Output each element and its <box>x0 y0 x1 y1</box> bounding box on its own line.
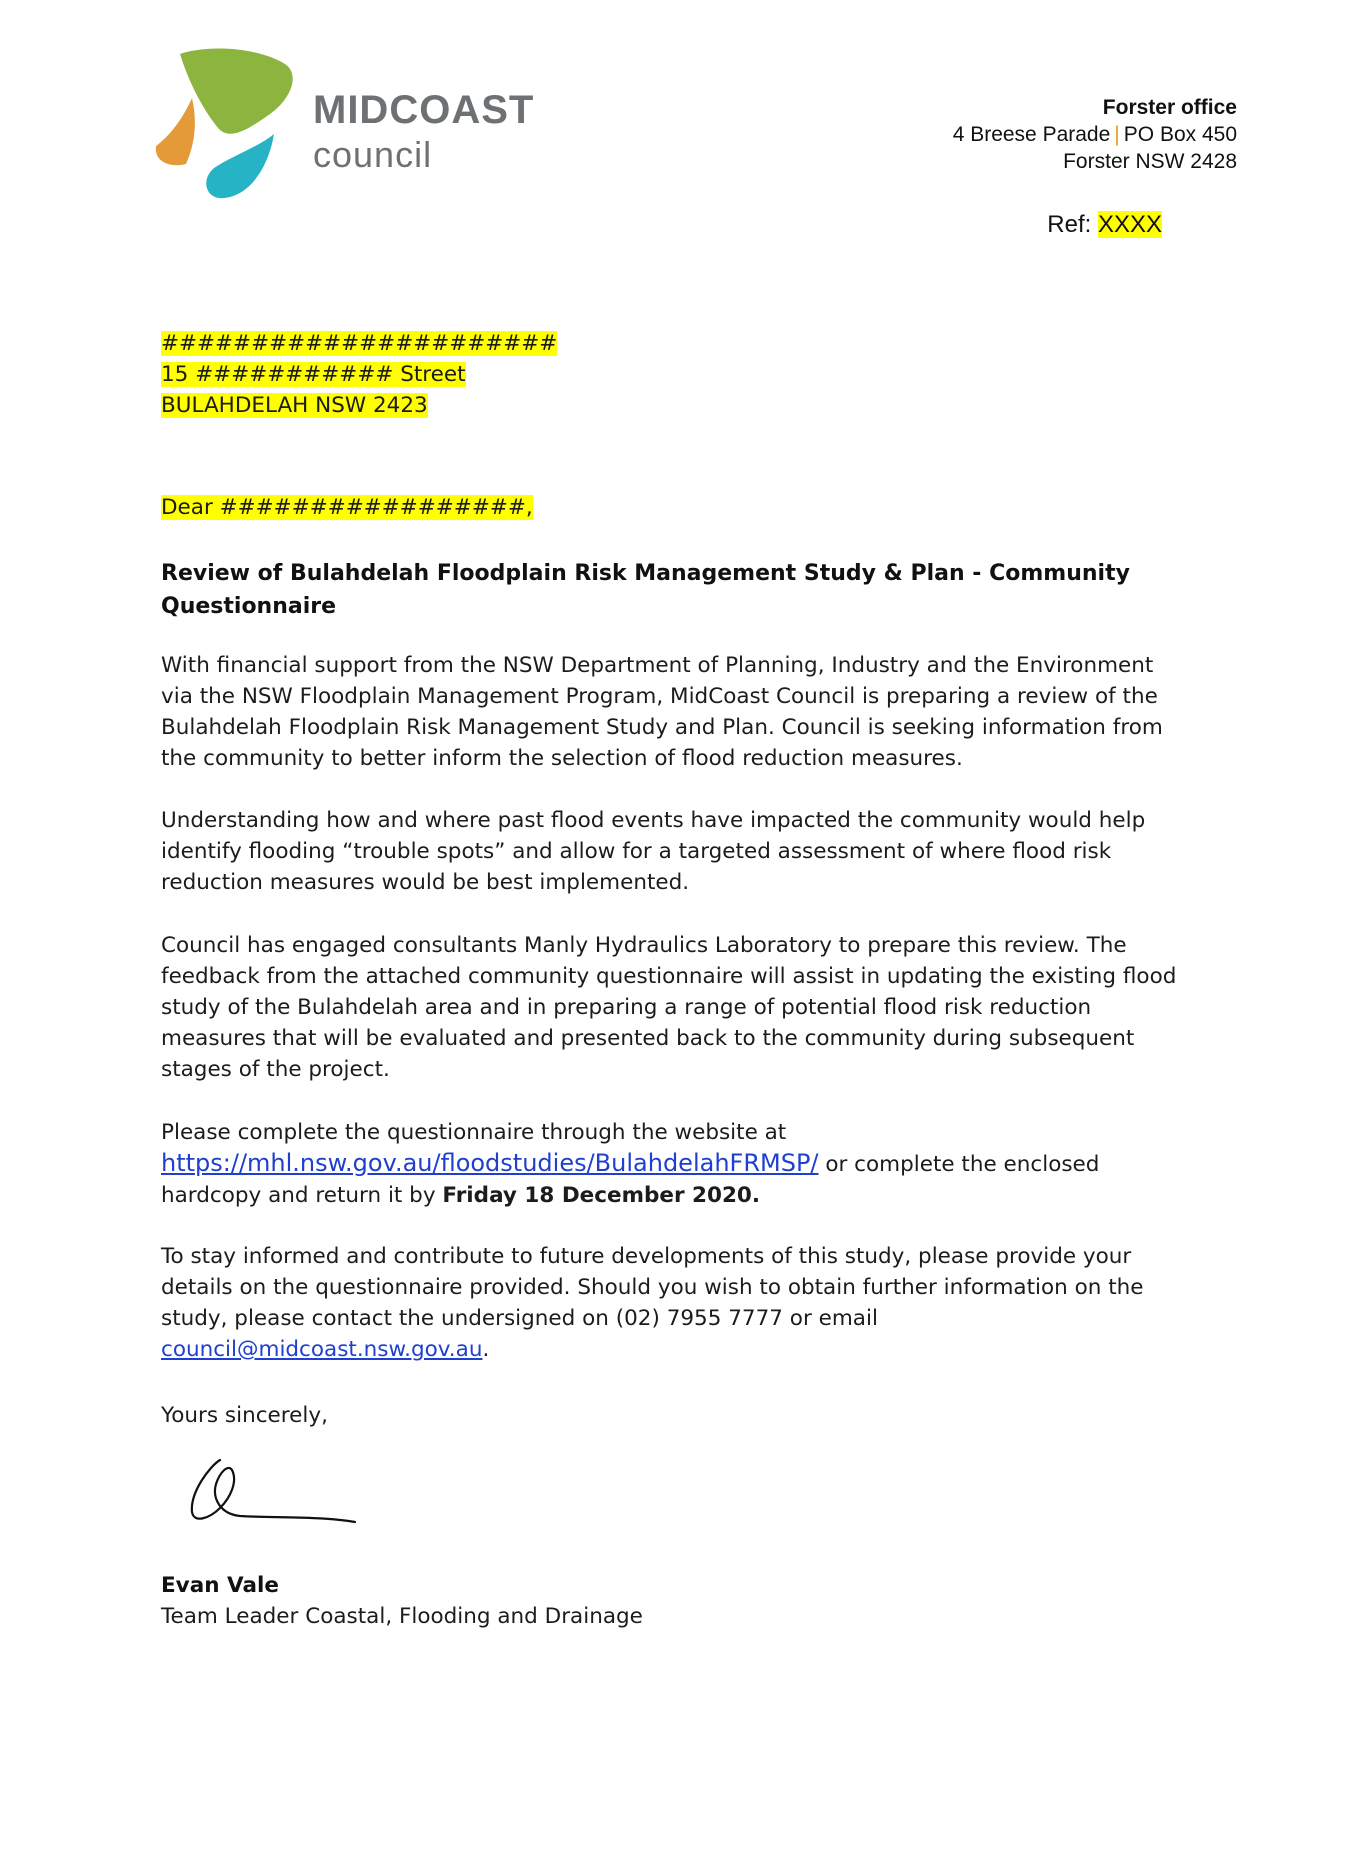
signatory-name: Evan Vale <box>161 1573 279 1598</box>
office-title: Forster office <box>1102 96 1237 119</box>
paragraph-2: Understanding how and where past flood events have impacted the community would help identify flooding “trouble spots” and allow for a targeted assessment of where flood risk reduction measures would be best implemented. <box>161 808 1146 895</box>
paragraph-5 <box>161 1241 1191 1365</box>
office-street: 4 Breese Parade <box>952 123 1111 146</box>
paragraph-1: With financial support from the NSW Department of Planning, Industry and the Environment via the NSW Floodplain Management Program, MidCoast Council is preparing a review of the Bulahdelah Floodplain Risk Management Study and Plan. Council is seeking information from the community to better inform the selection of flood reduction measures. <box>161 653 1163 771</box>
paragraph-4 <box>161 1117 1191 1211</box>
address-line-2: 15 ########### Street <box>161 362 466 387</box>
office-city: Forster NSW 2428 <box>1063 150 1237 173</box>
logo-wordmark: MIDCOAST <box>313 88 535 132</box>
salutation <box>161 492 1191 523</box>
reference-label: Ref: <box>1047 211 1092 238</box>
signature-icon <box>180 1452 360 1532</box>
council-email-link[interactable]: council@midcoast.nsw.gov.au <box>161 1337 483 1362</box>
paragraph-4-after: or complete the enclosed hardcopy and return it by <box>161 1152 1100 1208</box>
paragraph-5-end: . <box>482 1337 490 1362</box>
logo-mark-icon <box>150 46 310 206</box>
paragraph-4-intro: Please complete the questionnaire through the website at <box>161 1120 787 1145</box>
paragraph-5-text: To stay informed and contribute to future developments of this study, please provide your details on the questionnaire provided. Should you wish to obtain further information on the study, please contact the undersigned on (02) 7955 7777 or email <box>161 1244 1144 1331</box>
reference-value: XXXX <box>1097 211 1162 238</box>
office-address-block <box>953 94 1237 175</box>
signature-stroke <box>192 1460 355 1522</box>
letter-subject: Review of Bulahdelah Floodplain Risk Management Study & Plan - Community Questionnaire <box>161 561 1130 619</box>
midcoast-council-logo <box>150 46 550 206</box>
reference-line <box>1047 211 1162 239</box>
paragraph-3: Council has engaged consultants Manly Hydraulics Laboratory to prepare this review. The feedback from the attached community questionnaire will assist in updating the existing flood study of the Bulahdelah area and in preparing a range of potential flood risk reduction measures that will be evaluated and presented back to the community during subsequent stages of the project. <box>161 933 1177 1082</box>
return-deadline: Friday 18 December 2020. <box>442 1183 761 1208</box>
logo-subtitle: council <box>313 134 433 175</box>
office-street-line <box>953 121 1237 148</box>
office-pobox: PO Box 450 <box>1123 123 1237 146</box>
address-line-1: ###################### <box>161 331 558 356</box>
closing-line: Yours sincerely, <box>161 1403 328 1428</box>
signatory-role: Team Leader Coastal, Flooding and Drainage <box>161 1604 643 1629</box>
questionnaire-link[interactable]: https://mhl.nsw.gov.au/floodstudies/BulahdelahFRMSP/ <box>161 1149 819 1177</box>
salutation-text: Dear #################, <box>161 495 533 520</box>
office-separator: | <box>1114 123 1120 146</box>
logo-teal-shape <box>206 134 274 198</box>
address-line-3: BULAHDELAH NSW 2423 <box>161 393 428 418</box>
recipient-address <box>161 328 1191 421</box>
logo-green-shape <box>180 49 293 134</box>
logo-orange-shape <box>156 98 195 165</box>
